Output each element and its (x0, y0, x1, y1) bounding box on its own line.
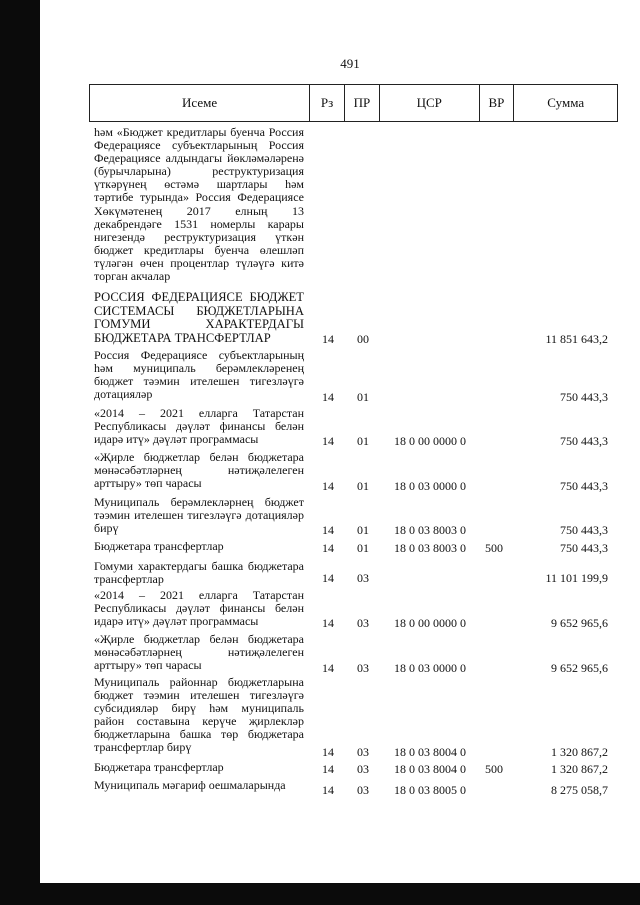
row-name-line: ГОМУМИ ХАРАКТЕРДАГЫ (94, 317, 304, 331)
cell-sum: 9 652 965,6 (551, 661, 608, 675)
cell-rz: 14 (322, 390, 334, 404)
cell-sum: 11 101 199,9 (545, 571, 608, 585)
page-number: 491 (340, 56, 360, 71)
row-name-line: тәртибе турында» Россия Федерациясе (94, 190, 304, 205)
table-row (0, 291, 640, 346)
cell-csr: 18 0 03 8004 0 (394, 762, 466, 776)
row-name-line: мөнәсәбәтләрнең нәтиҗәлелеген (94, 645, 304, 660)
row-name-line: район составына керүче җирлекләр (94, 714, 304, 729)
row-name-line: (бурычларына) реструктуризация (94, 164, 304, 179)
cell-rz: 14 (322, 745, 334, 759)
row-name-line: мөнәсәбәтләрнең нәтиҗәлелеген (94, 463, 304, 478)
table-row (0, 540, 640, 555)
row-name (94, 779, 304, 792)
cell-csr: 18 0 03 8003 0 (394, 523, 466, 537)
cell-rz: 14 (322, 434, 334, 448)
row-name-line: Гомуми характердагы башка бюджетара (94, 559, 304, 573)
row-name-line: СИСТЕМАСЫ БЮДЖЕТЛАРЫНА (94, 303, 304, 318)
cell-pr: 03 (357, 762, 369, 776)
row-name-line: Муниципаль мәгариф оешмаларында (94, 778, 286, 792)
cell-rz: 14 (322, 332, 334, 346)
cell-csr: 18 0 03 0000 0 (394, 661, 466, 675)
cell-pr: 00 (357, 332, 369, 346)
cell-sum: 1 320 867,2 (551, 762, 608, 776)
table-row (0, 126, 640, 295)
header-csr: ЦСР (380, 85, 480, 121)
row-name-line: РОССИЯ ФЕДЕРАЦИЯСЕ БЮДЖЕТ (94, 290, 304, 304)
cell-rz: 14 (322, 783, 334, 797)
row-name-line: Муниципаль районнар бюджетларына (94, 675, 304, 689)
row-name-line: бюджет тәэмин ителешен тигезләүгә (94, 688, 304, 703)
row-name-line: бирү (94, 521, 119, 536)
cell-pr: 01 (357, 479, 369, 493)
row-name-line: нигезендә реструктуризация үткән (94, 229, 304, 244)
row-name (94, 451, 304, 490)
row-name-line: Россия Федерациясе субъектларының (94, 348, 304, 362)
cell-pr: 01 (357, 390, 369, 404)
table-row (0, 761, 640, 776)
row-name-line: идарә итү» дәүләт программасы (94, 432, 259, 447)
cell-sum: 750 443,3 (560, 479, 608, 493)
row-name (94, 126, 304, 283)
row-name (94, 560, 304, 586)
cell-pr: 01 (357, 434, 369, 448)
cell-sum: 750 443,3 (560, 523, 608, 537)
row-name-line: БЮДЖЕТАРА ТРАНСФЕРТЛАР (94, 330, 271, 345)
cell-pr: 03 (357, 661, 369, 675)
cell-csr: 18 0 00 0000 0 (394, 616, 466, 630)
row-name-line: торган акчалар (94, 269, 171, 284)
row-name (94, 589, 304, 628)
cell-rz: 14 (322, 661, 334, 675)
cell-sum: 11 851 643,2 (545, 332, 608, 346)
cell-csr: 18 0 03 8003 0 (394, 541, 466, 555)
cell-sum: 8 275 058,7 (551, 783, 608, 797)
row-name-line: идарә итү» дәүләт программасы (94, 614, 259, 629)
row-name-line: һәм «Бюджет кредитлары буенча Россия (94, 125, 304, 139)
header-sum: Сумма (547, 95, 585, 110)
row-name-line: арттыру» төп чарасы (94, 476, 202, 491)
row-name (94, 291, 304, 345)
cell-rz: 14 (322, 571, 334, 585)
table-row (0, 589, 640, 630)
row-name-line: трансфертлар бирү (94, 740, 192, 755)
cell-sum: 750 443,3 (560, 390, 608, 404)
row-name-line: арттыру» төп чарасы (94, 658, 202, 673)
cell-csr: 18 0 03 0000 0 (394, 479, 466, 493)
row-name-line: трансфертлар (94, 572, 164, 587)
row-name-line: дотацияләр (94, 387, 153, 402)
table-row (0, 407, 640, 448)
row-name-line: Бюджетара трансфертлар (94, 760, 224, 774)
row-name-line: Республикасы дәүләт финансы белән (94, 419, 304, 434)
cell-pr: 03 (357, 745, 369, 759)
cell-csr: 18 0 00 0000 0 (394, 434, 466, 448)
row-name-line: Республикасы дәүләт финансы белән (94, 601, 304, 616)
row-name (94, 761, 304, 774)
row-name-line: һәм муниципаль берәмлекләренең (94, 361, 304, 376)
row-name-line: субсидияләр бирү һәм муниципаль (94, 701, 304, 716)
row-name (94, 676, 304, 755)
cell-csr: 18 0 03 8004 0 (394, 745, 466, 759)
row-name-line: түләгән өчен процентлар түләүгә китә (94, 255, 304, 270)
cell-vr: 500 (485, 541, 503, 555)
row-name (94, 349, 304, 401)
header-pr: ПР (345, 85, 380, 121)
row-name (94, 633, 304, 672)
row-name-line: бюджет тәэмин ителешен тигезләүгә (94, 374, 304, 389)
table-row (0, 496, 640, 537)
cell-csr: 18 0 03 8005 0 (394, 783, 466, 797)
cell-pr: 03 (357, 571, 369, 585)
row-name-line: бюджет кредитлары буенча өлешләп (94, 242, 304, 257)
table-row (0, 676, 640, 759)
row-name-line: декабрендәге 1531 номерлы карары (94, 216, 304, 231)
cell-sum: 750 443,3 (560, 434, 608, 448)
row-name-line: үткәрүнең өстәмә шартлары һәм (94, 177, 304, 192)
cell-vr: 500 (485, 762, 503, 776)
row-name-line: Федерациясе алдындагы йөкләмәләренә (94, 151, 304, 166)
cell-sum: 1 320 867,2 (551, 745, 608, 759)
cell-rz: 14 (322, 616, 334, 630)
row-name (94, 496, 304, 535)
header-name: Исеме (90, 85, 310, 121)
cell-pr: 01 (357, 541, 369, 555)
cell-sum: 750 443,3 (560, 541, 608, 555)
row-name-line: бюджетларына башка төр бюджетара (94, 727, 304, 742)
table-row (0, 779, 640, 797)
row-name-line: «2014 – 2021 елларга Татарстан (94, 406, 304, 420)
cell-pr: 03 (357, 616, 369, 630)
cell-rz: 14 (322, 523, 334, 537)
cell-rz: 14 (322, 541, 334, 555)
cell-pr: 03 (357, 783, 369, 797)
row-name-line: Хөкүмәтенең 2017 елның 13 (94, 203, 304, 218)
cell-rz: 14 (322, 762, 334, 776)
row-name-line: тәэмин ителешен тигезләүгә дотацияләр (94, 508, 304, 523)
header-rz: Рз (310, 85, 345, 121)
cell-sum: 9 652 965,6 (551, 616, 608, 630)
row-name (94, 407, 304, 446)
cell-pr: 01 (357, 523, 369, 537)
table-row (0, 349, 640, 404)
table-row (0, 451, 640, 493)
row-name (94, 540, 304, 553)
table-row (0, 560, 640, 585)
cell-rz: 14 (322, 479, 334, 493)
table-row (0, 633, 640, 675)
row-name-line: «Җирле бюджетлар белән бюджетара (94, 632, 304, 646)
row-name-line: Бюджетара трансфертлар (94, 539, 224, 553)
row-name-line: «Җирле бюджетлар белән бюджетара (94, 450, 304, 464)
row-name-line: Муниципаль берәмлекләрнең бюджет (94, 495, 304, 509)
row-name-line: «2014 – 2021 елларга Татарстан (94, 588, 304, 602)
header-vr: ВР (480, 85, 515, 121)
row-name-line: Федерациясе субъектларының Россия (94, 138, 304, 153)
